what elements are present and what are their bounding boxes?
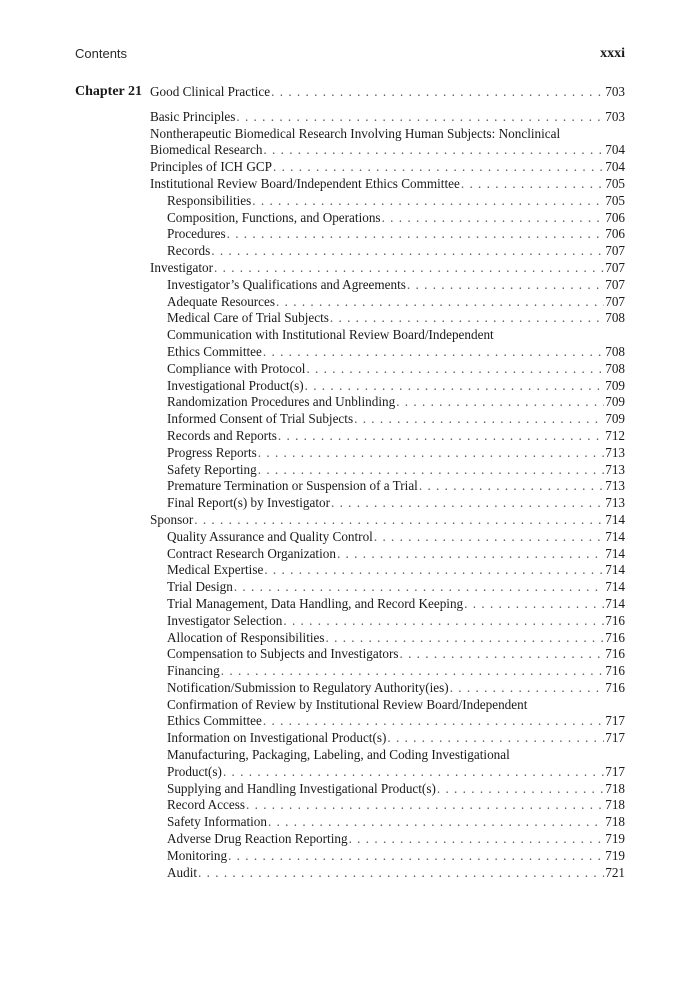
toc-entry-page: 707 <box>605 293 625 309</box>
toc-entry-title: Supplying and Handling Investigational Product(s) <box>167 780 436 796</box>
toc-entry-title: Composition, Functions, and Operations <box>167 209 381 225</box>
toc-entry-line[interactable] <box>150 697 625 714</box>
toc-entry[interactable] <box>150 865 625 882</box>
dot-leader <box>271 84 604 101</box>
toc-entry-title: Allocation of Responsibilities <box>167 629 325 645</box>
dot-leader <box>258 445 604 462</box>
toc-entry-page: 705 <box>605 175 625 191</box>
toc-entry-title: Medical Care of Trial Subjects <box>167 310 329 326</box>
dot-leader <box>273 159 604 176</box>
toc-entry[interactable] <box>150 797 625 814</box>
toc-entry-title: Investigational Product(s) <box>167 377 304 393</box>
toc-entry[interactable] <box>150 176 625 193</box>
dot-leader <box>387 730 604 747</box>
toc-entry[interactable] <box>150 462 625 479</box>
dot-leader <box>236 109 604 126</box>
chapter-page: 703 <box>605 84 625 99</box>
dot-leader <box>221 663 604 680</box>
toc-entry[interactable] <box>150 260 625 277</box>
toc-entry[interactable] <box>150 848 625 865</box>
toc-entry[interactable] <box>150 579 625 596</box>
page-header <box>75 46 625 64</box>
chapter-title-row[interactable] <box>150 84 625 101</box>
toc-entry[interactable] <box>150 277 625 294</box>
toc-entry-page: 719 <box>605 847 625 863</box>
dot-leader <box>268 814 604 831</box>
toc-entry-page: 717 <box>605 713 625 729</box>
dot-leader <box>399 646 604 663</box>
toc-entry-title: Investigator’s Qualifications and Agreements <box>167 276 406 292</box>
toc-entry-page: 707 <box>605 243 625 259</box>
dot-leader <box>326 630 605 647</box>
dot-leader <box>263 142 604 159</box>
toc-entry[interactable] <box>150 680 625 697</box>
dot-leader <box>337 546 604 563</box>
dot-leader <box>276 294 604 311</box>
toc-entry[interactable] <box>150 713 625 730</box>
toc-entry[interactable] <box>150 243 625 260</box>
toc-entry[interactable] <box>150 529 625 546</box>
toc-entry[interactable] <box>150 378 625 395</box>
toc-entry-title: Adequate Resources <box>167 293 276 309</box>
toc-entry[interactable] <box>150 646 625 663</box>
toc-entry-page: 714 <box>605 579 625 595</box>
toc-entry-line[interactable] <box>150 747 625 764</box>
toc-entry-page: 714 <box>605 562 625 578</box>
dot-leader <box>419 478 604 495</box>
dot-leader <box>437 781 604 798</box>
toc-entry-title: Medical Expertise <box>167 562 264 578</box>
toc-entry[interactable] <box>150 394 625 411</box>
toc-entry-title: Procedures <box>167 226 226 242</box>
toc-entry[interactable] <box>150 428 625 445</box>
toc-entry-page: 716 <box>605 646 625 662</box>
toc-entry-page: 716 <box>605 612 625 628</box>
chapter-title: Good Clinical Practice <box>150 84 271 99</box>
toc-entry-page: 717 <box>605 730 625 746</box>
toc-entry-title: Confirmation of Review by Institutional Review Board/Independent <box>167 696 528 712</box>
toc-entry-title: Records and Reports <box>167 427 277 443</box>
dot-leader <box>278 428 604 445</box>
toc-entry-page: 713 <box>605 478 625 494</box>
toc-entry-title: Financing <box>167 663 220 679</box>
toc-entry-title: Institutional Review Board/Independent Ethics Committee <box>150 175 460 191</box>
toc-entry-title: Information on Investigational Product(s) <box>167 730 387 746</box>
toc-entry-page: 706 <box>605 209 625 225</box>
toc-entry[interactable] <box>150 613 625 630</box>
toc-entry-title: Nontherapeutic Biomedical Research Involving Human Subjects: Nonclinical <box>150 125 561 141</box>
toc-entry-page: 712 <box>605 427 625 443</box>
toc-entry-title: Monitoring <box>167 847 228 863</box>
dot-leader <box>450 680 605 697</box>
toc-entry[interactable] <box>150 159 625 176</box>
toc-entry-title: Compliance with Protocol <box>167 360 306 376</box>
dot-leader <box>211 243 604 260</box>
toc-entry-page: 716 <box>605 663 625 679</box>
toc-entry-page: 713 <box>605 461 625 477</box>
toc-entry[interactable] <box>150 495 625 512</box>
toc-entry-title: Basic Principles <box>150 108 236 124</box>
dot-leader <box>349 831 605 848</box>
toc-entries <box>150 109 625 882</box>
toc-entry[interactable] <box>150 226 625 243</box>
toc-entry[interactable] <box>150 445 625 462</box>
table-of-contents <box>150 84 625 881</box>
toc-entry-page: 709 <box>605 377 625 393</box>
dot-leader <box>305 378 605 395</box>
toc-entry-title: Informed Consent of Trial Subjects <box>167 411 354 427</box>
dot-leader <box>306 361 604 378</box>
toc-entry-page: 717 <box>605 763 625 779</box>
toc-entry-page: 707 <box>605 259 625 275</box>
toc-entry-page: 714 <box>605 528 625 544</box>
toc-entry-page: 716 <box>605 629 625 645</box>
toc-entry-page: 705 <box>605 192 625 208</box>
dot-leader <box>234 579 604 596</box>
toc-entry[interactable] <box>150 512 625 529</box>
dot-leader <box>214 260 604 277</box>
toc-entry[interactable] <box>150 814 625 831</box>
dot-leader <box>258 462 604 479</box>
toc-entry-title: Premature Termination or Suspension of a Trial <box>167 478 418 494</box>
toc-entry-title: Audit <box>167 864 198 880</box>
toc-entry[interactable] <box>150 781 625 798</box>
dot-leader <box>228 848 604 865</box>
toc-entry-title: Responsibilities <box>167 192 252 208</box>
toc-entry[interactable] <box>150 109 625 126</box>
dot-leader <box>246 797 604 814</box>
toc-entry-title: Product(s) <box>167 763 222 779</box>
toc-entry-page: 719 <box>605 831 625 847</box>
toc-entry-page: 714 <box>605 595 625 611</box>
toc-entry-page: 716 <box>605 679 625 695</box>
toc-entry-page: 706 <box>605 226 625 242</box>
toc-entry-title: Notification/Submission to Regulatory Authority(ies) <box>167 679 449 695</box>
toc-entry[interactable] <box>150 294 625 311</box>
dot-leader <box>382 210 605 227</box>
toc-entry[interactable] <box>150 411 625 428</box>
toc-entry-title: Ethics Committee <box>167 343 262 359</box>
dot-leader <box>263 344 604 361</box>
toc-entry[interactable] <box>150 478 625 495</box>
toc-entry[interactable] <box>150 310 625 327</box>
toc-entry-page: 708 <box>605 310 625 326</box>
toc-entry-title: Sponsor <box>150 511 194 527</box>
toc-entry-title: Safety Reporting <box>167 461 257 477</box>
dot-leader <box>461 176 604 193</box>
dot-leader <box>198 865 604 882</box>
toc-entry[interactable] <box>150 630 625 647</box>
toc-entry-title: Progress Reports <box>167 444 257 460</box>
dot-leader <box>252 193 604 210</box>
toc-entry-title: Randomization Procedures and Unblinding <box>167 394 396 410</box>
toc-entry[interactable] <box>150 361 625 378</box>
toc-entry[interactable] <box>150 562 625 579</box>
toc-entry-title: Communication with Institutional Review Board/Independent <box>167 327 494 343</box>
dot-leader <box>374 529 604 546</box>
toc-entry-title: Records <box>167 243 211 259</box>
running-title: Contents <box>75 46 128 61</box>
dot-leader <box>223 764 604 781</box>
dot-leader <box>464 596 604 613</box>
dot-leader <box>283 613 604 630</box>
toc-entry-page: 709 <box>605 411 625 427</box>
toc-entry-page: 704 <box>605 159 625 175</box>
page-number: xxxi <box>600 46 625 61</box>
toc-entry-page: 713 <box>605 444 625 460</box>
dot-leader <box>354 411 604 428</box>
dot-leader <box>407 277 604 294</box>
toc-entry-title: Compensation to Subjects and Investigators <box>167 646 399 662</box>
toc-entry-title: Trial Design <box>167 579 233 595</box>
toc-entry-page: 709 <box>605 394 625 410</box>
toc-entry-page: 718 <box>605 780 625 796</box>
toc-entry-title: Contract Research Organization <box>167 545 336 561</box>
toc-entry-title: Adverse Drug Reaction Reporting <box>167 831 348 847</box>
toc-entry[interactable] <box>150 663 625 680</box>
toc-entry-title: Trial Management, Data Handling, and Record Keeping <box>167 595 464 611</box>
toc-entry-title: Investigator <box>150 259 213 275</box>
chapter-label: Chapter 21 <box>75 84 143 99</box>
toc-entry-page: 704 <box>605 142 625 158</box>
toc-entry-title: Investigator Selection <box>167 612 283 628</box>
toc-entry[interactable] <box>150 546 625 563</box>
toc-entry-title: Final Report(s) by Investigator <box>167 495 330 511</box>
toc-entry-line[interactable] <box>150 327 625 344</box>
toc-entry[interactable] <box>150 730 625 747</box>
toc-entry-page: 707 <box>605 276 625 292</box>
toc-entry[interactable] <box>150 344 625 361</box>
toc-entry[interactable] <box>150 193 625 210</box>
toc-entry[interactable] <box>150 764 625 781</box>
toc-entry-title: Principles of ICH GCP <box>150 159 272 175</box>
toc-entry-title: Quality Assurance and Quality Control <box>167 528 373 544</box>
toc-entry-page: 721 <box>605 864 625 880</box>
toc-entry[interactable] <box>150 596 625 613</box>
toc-entry[interactable] <box>150 142 625 159</box>
toc-entry-page: 714 <box>605 545 625 561</box>
toc-entry-title: Record Access <box>167 797 245 813</box>
toc-entry-page: 708 <box>605 360 625 376</box>
toc-entry-title: Manufacturing, Packaging, Labeling, and Coding Investigational <box>167 747 510 763</box>
toc-entry-title: Ethics Committee <box>167 713 262 729</box>
dot-leader <box>263 713 604 730</box>
toc-entry-title: Biomedical Research <box>150 142 263 158</box>
toc-entry-page: 714 <box>605 511 625 527</box>
toc-entry[interactable] <box>150 831 625 848</box>
toc-entry-page: 718 <box>605 814 625 830</box>
toc-entry-title: Safety Information <box>167 814 267 830</box>
toc-entry-page: 708 <box>605 343 625 359</box>
dot-leader <box>227 226 605 243</box>
toc-entry-page: 713 <box>605 495 625 511</box>
dot-leader <box>396 394 604 411</box>
toc-entry-page: 718 <box>605 797 625 813</box>
dot-leader <box>331 495 604 512</box>
dot-leader <box>194 512 604 529</box>
toc-entry-line[interactable] <box>150 126 625 143</box>
dot-leader <box>264 562 604 579</box>
dot-leader <box>330 310 604 327</box>
toc-entry[interactable] <box>150 210 625 227</box>
toc-entry-page: 703 <box>605 108 625 124</box>
